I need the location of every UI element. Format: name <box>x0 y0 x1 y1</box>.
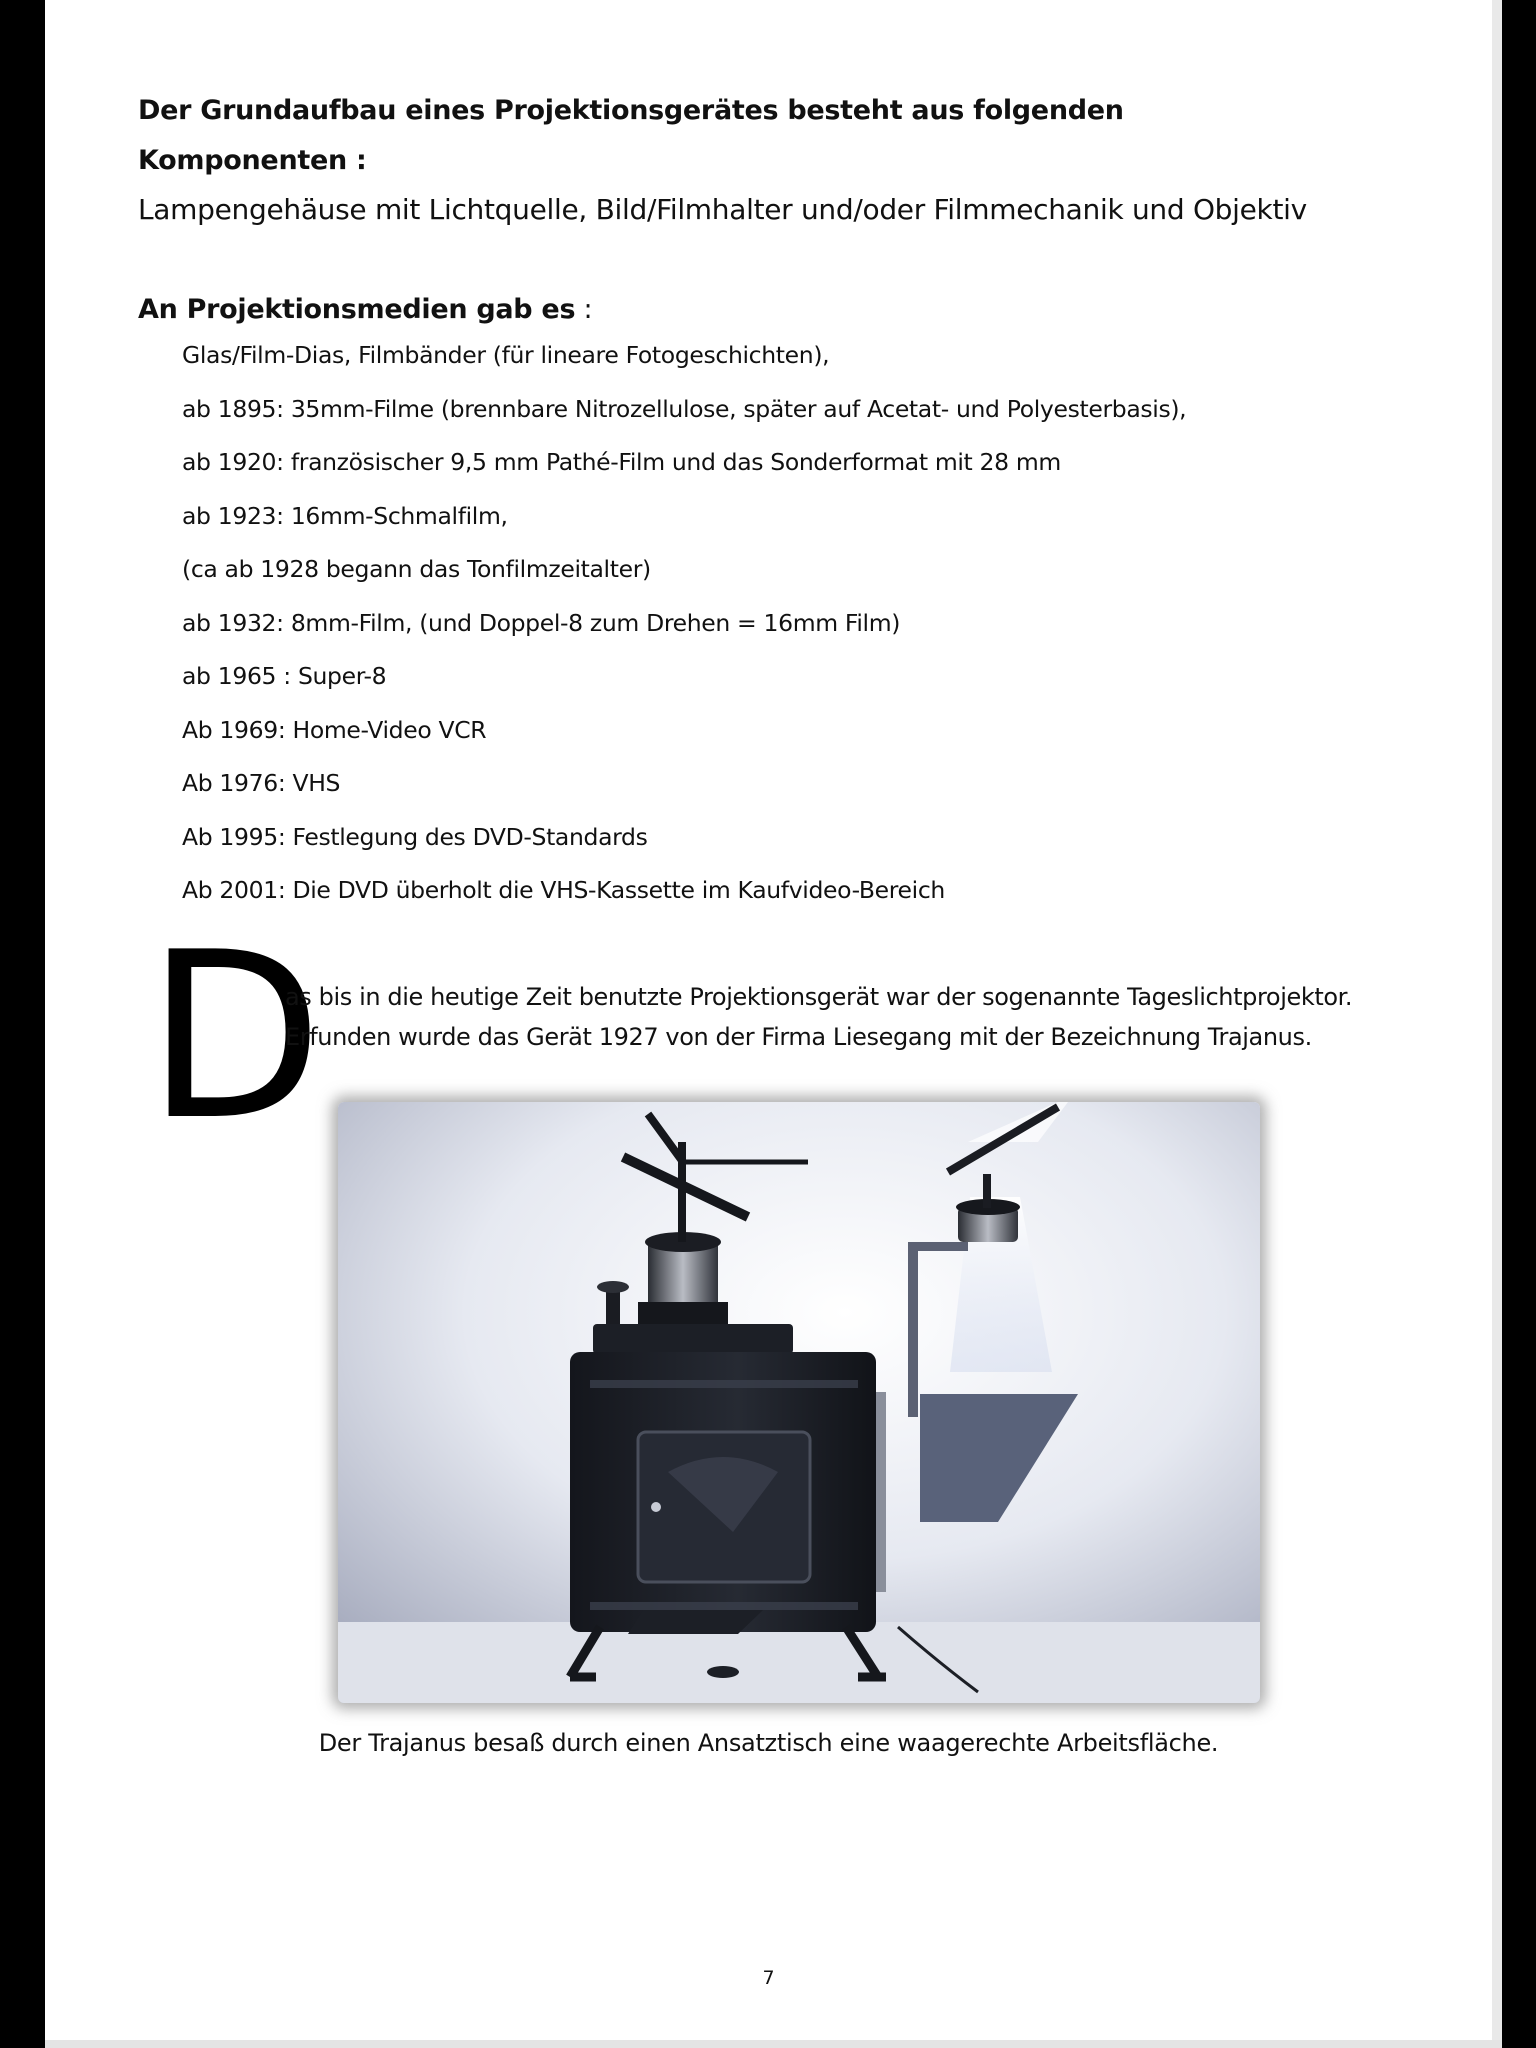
media-list-item: ab 1932: 8mm-Film, (und Doppel-8 zum Drehen = 16mm Film) <box>182 608 901 637</box>
projector-photo <box>338 1102 1260 1703</box>
page-edge-right <box>1492 0 1502 2048</box>
section-heading-line-2: Komponenten : <box>138 145 367 176</box>
photo-caption: Der Trajanus besaß durch einen Ansatztisch eine waagerechte Arbeitsfläche. <box>318 1729 1219 1757</box>
media-list-item: Ab 1995: Festlegung des DVD-Standards <box>182 822 648 851</box>
media-heading <box>138 293 592 327</box>
intro-line-2: Erfunden wurde das Gerät 1927 von der Firma Liesegang mit der Bezeichnung Trajanus. <box>285 1023 1312 1051</box>
media-list <box>182 340 1186 929</box>
components-text: Lampengehäuse mit Lichtquelle, Bild/Filmhalter und/oder Filmmechanik und Objektiv <box>138 193 1307 226</box>
media-list-item: Glas/Film-Dias, Filmbänder (für lineare Fotogeschichten), <box>182 341 830 369</box>
media-list-item: ab 1920: französischer 9,5 mm Pathé-Film und das Sonderformat mit 28 mm <box>182 448 1061 476</box>
intro-paragraph <box>285 977 1352 1057</box>
section-heading-line-1: Der Grundaufbau eines Projektionsgerätes besteht aus folgenden <box>138 95 1124 126</box>
media-list-item: Ab 1969: Home-Video VCR <box>182 715 487 744</box>
media-heading-label: An Projektionsmedien gab es <box>138 294 576 325</box>
page-number: 7 <box>762 1967 775 1989</box>
media-list-item: (ca ab 1928 begann das Tonfilmzeitalter) <box>182 555 651 583</box>
document-page <box>45 0 1492 2048</box>
page-edge-bottom <box>45 2040 1502 2048</box>
intro-line-1: as bis in die heutige Zeit benutzte Projektionsgerät war der sogenannte Tageslichtprojektor. <box>285 983 1353 1011</box>
media-list-item: ab 1965 : Super-8 <box>182 662 387 690</box>
media-list-item: Ab 2001: Die DVD überholt die VHS-Kassette im Kaufvideo-Bereich <box>182 876 945 904</box>
media-heading-colon: : <box>583 294 593 325</box>
media-list-item: Ab 1976: VHS <box>182 769 341 797</box>
media-list-item: ab 1895: 35mm-Filme (brennbare Nitrozellulose, später auf Acetat- und Polyesterbasis), <box>182 394 1187 423</box>
drop-cap-letter: D <box>146 904 324 1171</box>
media-list-item: ab 1923: 16mm-Schmalfilm, <box>182 501 508 530</box>
